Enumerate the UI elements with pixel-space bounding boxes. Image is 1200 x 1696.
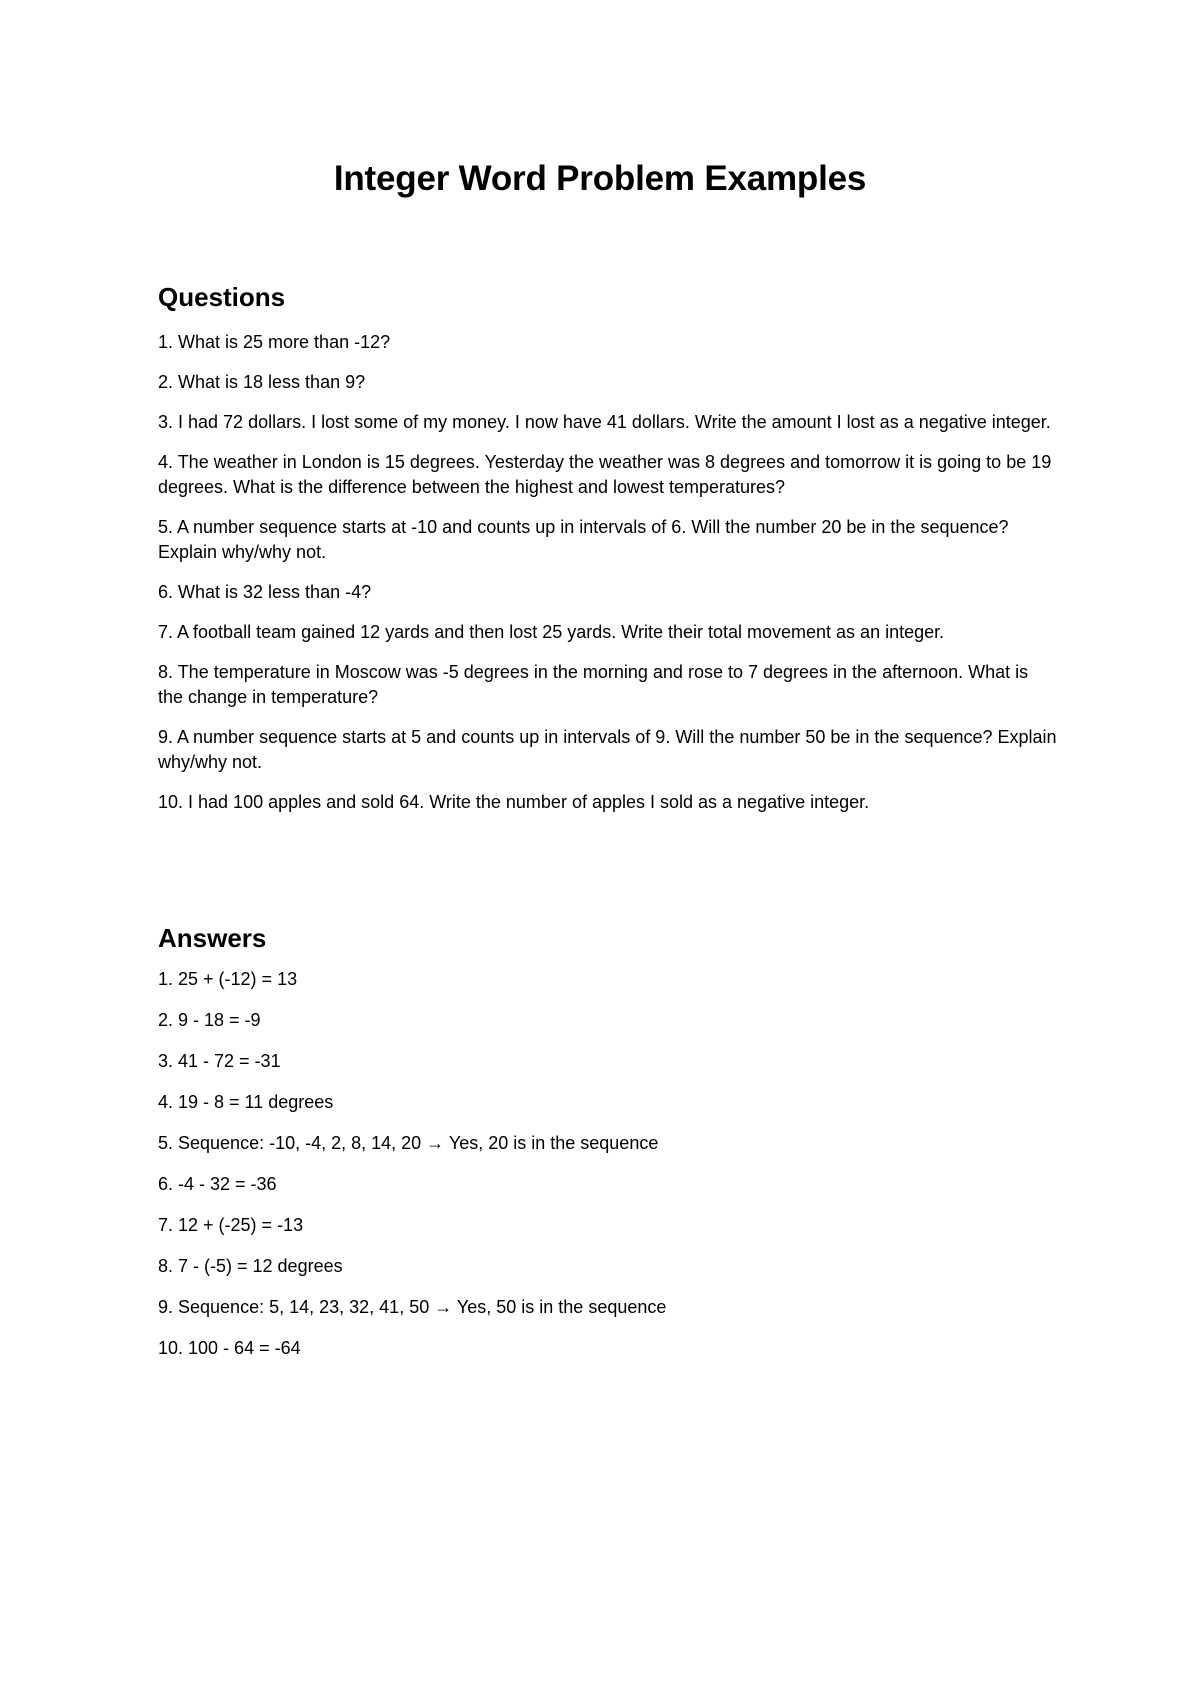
answer-item: 2. 9 - 18 = -9 xyxy=(158,1010,261,1030)
question-item: 6. What is 32 less than -4? xyxy=(158,582,372,602)
question-item: 5. A number sequence starts at -10 and counts up in intervals of 6. Will the number 20 be in the sequence? Explain why/why not. xyxy=(158,517,1009,562)
answer-item: 9. Sequence: 5, 14, 23, 32, 41, 50 → Yes, 50 is in the sequence xyxy=(158,1297,667,1317)
answer-item: 6. -4 - 32 = -36 xyxy=(158,1174,277,1194)
answer-item: 4. 19 - 8 = 11 degrees xyxy=(158,1092,334,1112)
question-item: 3. I had 72 dollars. I lost some of my money. I now have 41 dollars. Write the amount I lost as a negative integer. xyxy=(158,412,1051,432)
question-item: 10. I had 100 apples and sold 64. Write the number of apples I sold as a negative integer. xyxy=(158,792,870,812)
answer-item: 10. 100 - 64 = -64 xyxy=(158,1338,301,1358)
answer-item: 5. Sequence: -10, -4, 2, 8, 14, 20 → Yes, 20 is in the sequence xyxy=(158,1133,659,1153)
questions-heading: Questions xyxy=(158,282,286,312)
document-title: Integer Word Problem Examples xyxy=(333,159,867,198)
answer-item: 7. 12 + (-25) = -13 xyxy=(158,1215,304,1235)
answer-item: 3. 41 - 72 = -31 xyxy=(158,1051,281,1071)
question-item: 8. The temperature in Moscow was -5 degrees in the morning and rose to 7 degrees in the afternoon. What is the change in temperature? xyxy=(158,662,1029,707)
questions-list xyxy=(158,330,1058,830)
answers-list xyxy=(158,967,1058,1377)
question-item: 4. The weather in London is 15 degrees. Yesterday the weather was 8 degrees and tomorrow it is going to be 19 degrees. What is the difference between the highest and lowest temperatures? xyxy=(158,452,1052,497)
question-item: 9. A number sequence starts at 5 and counts up in intervals of 9. Will the number 50 be in the sequence? Explain why/why not. xyxy=(158,727,1057,772)
answers-heading: Answers xyxy=(158,923,267,953)
question-item: 2. What is 18 less than 9? xyxy=(158,372,366,392)
question-item: 7. A football team gained 12 yards and then lost 25 yards. Write their total movement as an integer. xyxy=(158,622,945,642)
answer-item: 1. 25 + (-12) = 13 xyxy=(158,969,298,989)
question-item: 1. What is 25 more than -12? xyxy=(158,332,391,352)
answer-item: 8. 7 - (-5) = 12 degrees xyxy=(158,1256,343,1276)
